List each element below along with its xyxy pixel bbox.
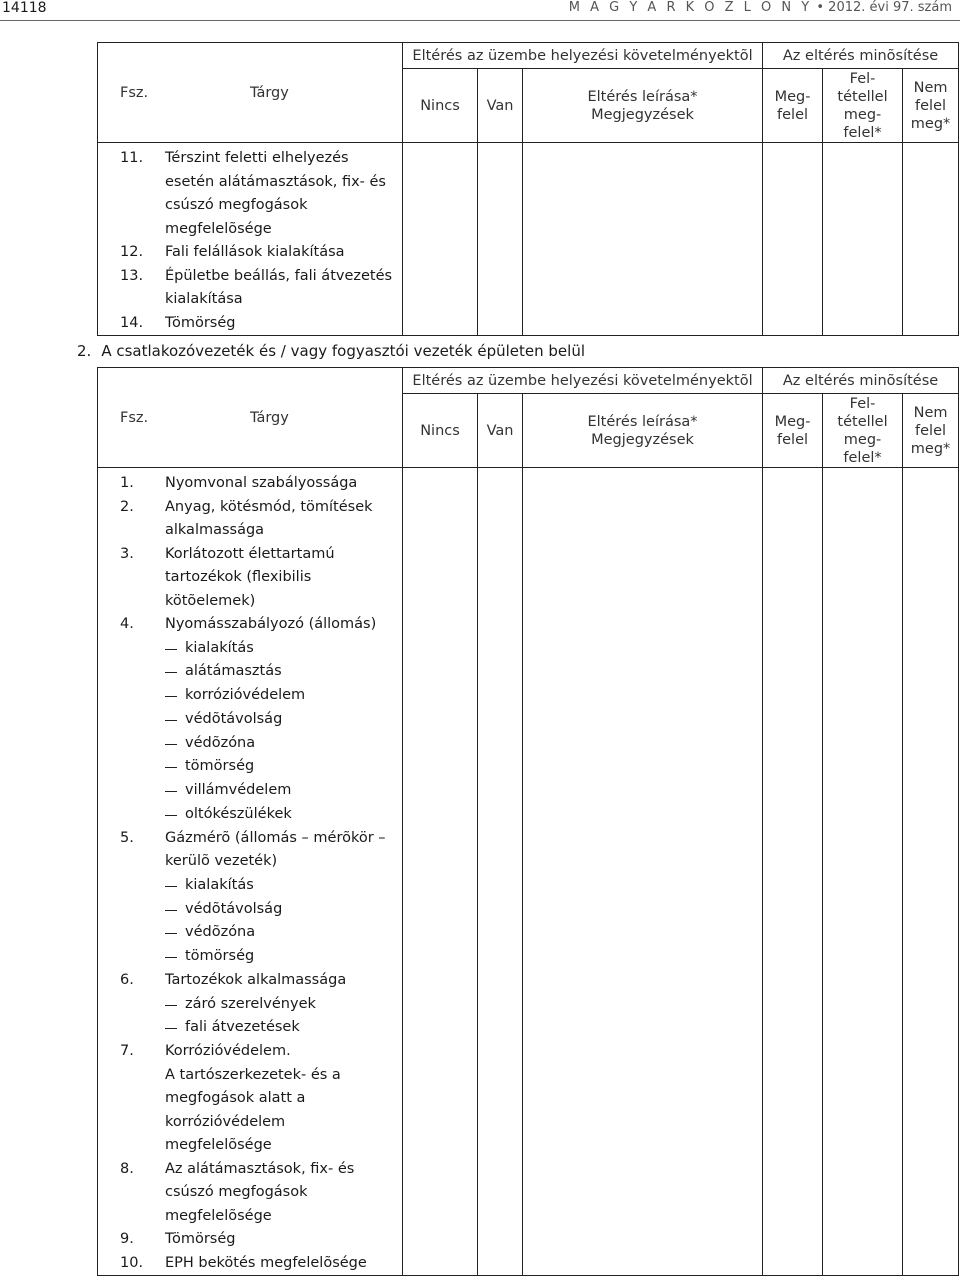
cell-nem-felel-meg[interactable]	[903, 468, 959, 1276]
list-item	[120, 288, 398, 312]
sub-item	[120, 660, 398, 684]
cell-leiras[interactable]	[523, 468, 763, 1276]
item-text: csúszó megfogások	[165, 1184, 308, 1201]
item-number	[120, 218, 165, 242]
item-number	[120, 1205, 165, 1229]
list-item	[120, 496, 398, 520]
item-text: megfelelõsége	[165, 220, 272, 237]
item-number	[120, 1111, 165, 1135]
header-feltetellel	[823, 394, 903, 468]
list-item	[120, 1064, 398, 1088]
header-feltetel-line4: felel*	[843, 124, 882, 141]
header-group-deviation: Eltérés az üzembe helyezési követelményektõl	[403, 43, 763, 69]
item-number	[120, 171, 165, 195]
item-number: 1.	[120, 475, 134, 491]
item-number: 8.	[120, 1160, 134, 1177]
item-number	[120, 566, 165, 590]
header-feltetel-line4: felel*	[843, 449, 882, 466]
item-text: EPH bekötés megfelelõsége	[165, 1254, 367, 1271]
sub-item	[120, 779, 398, 803]
list-item	[120, 218, 398, 242]
item-text: Korlátozott élettartamú	[165, 545, 335, 562]
header-rule	[0, 20, 960, 21]
sub-item-text: villámvédelem	[185, 782, 292, 799]
header-fsz: Fsz.	[120, 409, 149, 426]
list-item	[120, 147, 398, 171]
item-number: 13.	[120, 267, 144, 284]
list-item	[120, 1158, 398, 1182]
item-text: Korrózióvédelem.	[165, 1043, 291, 1060]
list-item	[120, 171, 398, 195]
cell-leiras[interactable]	[523, 143, 763, 336]
item-number: 5.	[120, 829, 134, 846]
item-text: Épületbe beállás, fali átvezetés	[165, 267, 393, 284]
dash-icon	[165, 649, 177, 650]
item-number	[120, 194, 165, 218]
sub-item-text: kialakítás	[185, 876, 254, 893]
cell-megfelel[interactable]	[763, 143, 823, 336]
section-text: A csatlakozóvezeték és / vagy fogyasztói vezeték épületen belül	[101, 342, 585, 360]
item-number: 6.	[120, 972, 134, 989]
header-feltetel-line2: tétellel	[837, 88, 888, 105]
header-van: Van	[478, 69, 523, 143]
list-item	[120, 1228, 398, 1252]
list-item	[120, 194, 398, 218]
list-item	[120, 543, 398, 567]
item-text: kerülõ vezeték)	[165, 853, 278, 870]
table1-items-cell	[98, 143, 403, 336]
item-text: A tartószerkezetek- és a	[165, 1066, 341, 1083]
inspection-table-1	[97, 42, 959, 336]
header-nem-felel-meg	[903, 394, 959, 468]
list-item	[120, 1111, 398, 1135]
list-item	[120, 265, 398, 289]
sub-item-text: tömörség	[185, 758, 255, 775]
cell-nincs[interactable]	[403, 468, 478, 1276]
header-group-rating: Az eltérés minõsítése	[763, 43, 959, 69]
header-leiras	[523, 69, 763, 143]
item-number: 4.	[120, 616, 134, 632]
cell-nincs[interactable]	[403, 143, 478, 336]
header-feltetel-line3: meg-	[843, 431, 882, 448]
item-number: 9.	[120, 1231, 134, 1248]
page-header	[0, 0, 960, 18]
item-number	[120, 519, 165, 543]
item-number: 14.	[120, 314, 144, 331]
item-text: Anyag, kötésmód, tömítések	[165, 498, 373, 515]
sub-item-text: fali átvezetések	[185, 1019, 300, 1036]
header-megfelel	[763, 394, 823, 468]
item-text: Térszint feletti elhelyezés	[165, 150, 349, 166]
item-text: kötõelemek)	[165, 592, 256, 609]
page-number: 14118	[2, 0, 47, 16]
header-feltetel-line1: Fel-	[849, 395, 876, 412]
dash-icon	[165, 696, 177, 697]
item-number: 11.	[120, 150, 144, 166]
header-fsz: Fsz.	[120, 84, 149, 101]
item-text: Tartozékok alkalmassága	[165, 972, 347, 989]
sub-item-text: védõtávolság	[185, 900, 283, 917]
list-item	[120, 566, 398, 590]
sub-item	[120, 684, 398, 708]
header-targy: Tárgy	[250, 409, 289, 426]
item-text: megfogások alatt a	[165, 1090, 306, 1107]
header-feltetellel	[823, 69, 903, 143]
dash-icon	[165, 933, 177, 934]
dash-icon	[165, 957, 177, 958]
item-number	[120, 590, 165, 614]
list-item	[120, 472, 398, 496]
sub-item	[120, 898, 398, 922]
item-number	[120, 288, 165, 312]
sub-item	[120, 803, 398, 827]
sub-item	[120, 708, 398, 732]
dash-icon	[165, 744, 177, 745]
header-megfelel-line1: Meg-	[774, 88, 811, 105]
table2-items-cell	[98, 468, 403, 1276]
item-text: kialakítása	[165, 291, 243, 307]
header-nem-line3: meg*	[910, 440, 951, 457]
dash-icon	[165, 672, 177, 673]
list-item	[120, 1087, 398, 1111]
list-item	[120, 1252, 398, 1276]
list-item	[120, 312, 398, 336]
dash-icon	[165, 720, 177, 721]
header-megfelel-line2: felel	[777, 431, 809, 448]
header-nem-line2: felel	[915, 422, 947, 439]
header-targy: Tárgy	[250, 84, 289, 101]
sub-item	[120, 732, 398, 756]
dash-icon	[165, 910, 177, 911]
header-leiras-line2: Megjegyzések	[591, 431, 694, 448]
item-number: 12.	[120, 244, 144, 260]
header-leiras-line1: Eltérés leírása*	[587, 413, 698, 430]
dash-icon	[165, 886, 177, 887]
header-nem-line1: Nem	[913, 79, 948, 96]
sub-item-text: korrózióvédelem	[185, 687, 306, 704]
item-text: Fali felállások kialakítása	[165, 244, 345, 260]
header-nem-line1: Nem	[913, 404, 948, 421]
item-number: 7.	[120, 1043, 134, 1060]
sub-item	[120, 1016, 398, 1040]
dash-icon	[165, 791, 177, 792]
item-number	[120, 1064, 165, 1088]
sub-item-text: védõzóna	[185, 924, 256, 941]
list-item	[120, 241, 398, 265]
header-group-rating: Az eltérés minõsítése	[763, 368, 959, 394]
sub-item	[120, 874, 398, 898]
header-nem-line2: felel	[915, 97, 947, 114]
header-nincs: Nincs	[403, 69, 478, 143]
header-megfelel	[763, 69, 823, 143]
sub-item-text: záró szerelvények	[185, 995, 316, 1012]
sub-item	[120, 921, 398, 945]
list-item	[120, 1181, 398, 1205]
list-item	[120, 1040, 398, 1064]
header-leiras	[523, 394, 763, 468]
sub-item-text: védõtávolság	[185, 710, 283, 727]
cell-nem-felel-meg[interactable]	[903, 143, 959, 336]
item-text: Tömörség	[165, 314, 236, 331]
inspection-table-2	[97, 367, 959, 1276]
dash-icon	[165, 767, 177, 768]
item-text: Nyomásszabályozó (állomás)	[165, 616, 377, 632]
item-number: 3.	[120, 545, 134, 562]
list-item	[120, 613, 398, 637]
header-fsz-targy	[98, 368, 403, 468]
cell-van[interactable]	[478, 468, 523, 1276]
item-text: megfelelõsége	[165, 1207, 272, 1224]
item-number	[120, 1181, 165, 1205]
sub-item-text: kialakítás	[185, 639, 254, 656]
dash-icon	[165, 1028, 177, 1029]
item-number	[120, 850, 165, 874]
item-number	[120, 1134, 165, 1158]
cell-feltetellel[interactable]	[823, 143, 903, 336]
header-feltetel-line3: meg-	[843, 106, 882, 123]
header-nem-line3: meg*	[910, 115, 951, 132]
item-text: Gázmérõ (állomás – mérõkör –	[165, 829, 386, 846]
header-fsz-targy	[98, 43, 403, 143]
section-2-title	[77, 342, 595, 360]
journal-name: M A G Y A R K Ö Z L Ö N Y	[568, 0, 813, 15]
cell-van[interactable]	[478, 143, 523, 336]
sub-item-text: védõzóna	[185, 734, 256, 751]
sub-item-text: oltókészülékek	[185, 806, 292, 823]
list-item	[120, 850, 398, 874]
header-nem-felel-meg	[903, 69, 959, 143]
sub-item	[120, 945, 398, 969]
list-item	[120, 519, 398, 543]
header-megfelel-line2: felel	[777, 106, 809, 123]
sub-item	[120, 755, 398, 779]
list-item	[120, 1205, 398, 1229]
item-number	[120, 1087, 165, 1111]
header-leiras-line2: Megjegyzések	[591, 106, 694, 123]
sub-item-text: alátámasztás	[185, 663, 282, 680]
header-megfelel-line1: Meg-	[774, 413, 811, 430]
issue-label: 2012. évi 97. szám	[828, 0, 952, 15]
list-item	[120, 969, 398, 993]
separator-bullet: •	[816, 0, 825, 15]
item-text: megfelelõsége	[165, 1137, 272, 1154]
journal-title	[569, 0, 952, 15]
item-text: Az alátámasztások, fix- és	[165, 1160, 355, 1177]
header-van: Van	[478, 394, 523, 468]
item-number: 10.	[120, 1254, 144, 1271]
item-number: 2.	[120, 498, 134, 515]
section-number: 2.	[77, 342, 92, 360]
header-nincs: Nincs	[403, 394, 478, 468]
list-item	[120, 1134, 398, 1158]
dash-icon	[165, 1005, 177, 1006]
item-text: Tömörség	[165, 1231, 236, 1248]
list-item	[120, 590, 398, 614]
item-text: korrózióvédelem	[165, 1113, 286, 1130]
header-feltetel-line2: tétellel	[837, 413, 888, 430]
sub-item	[120, 637, 398, 661]
sub-item-text: tömörség	[185, 948, 255, 965]
list-item	[120, 827, 398, 851]
header-group-deviation: Eltérés az üzembe helyezési követelményektõl	[403, 368, 763, 394]
item-text: alkalmassága	[165, 522, 265, 538]
cell-megfelel[interactable]	[763, 468, 823, 1276]
item-text: tartozékok (flexibilis	[165, 569, 312, 585]
item-text: esetén alátámasztások, fix- és	[165, 173, 386, 190]
header-leiras-line1: Eltérés leírása*	[587, 88, 698, 105]
dash-icon	[165, 815, 177, 816]
item-text: Nyomvonal szabályossága	[165, 475, 358, 491]
header-feltetel-line1: Fel-	[849, 70, 876, 87]
item-text: csúszó megfogások	[165, 197, 308, 213]
sub-item	[120, 993, 398, 1017]
cell-feltetellel[interactable]	[823, 468, 903, 1276]
